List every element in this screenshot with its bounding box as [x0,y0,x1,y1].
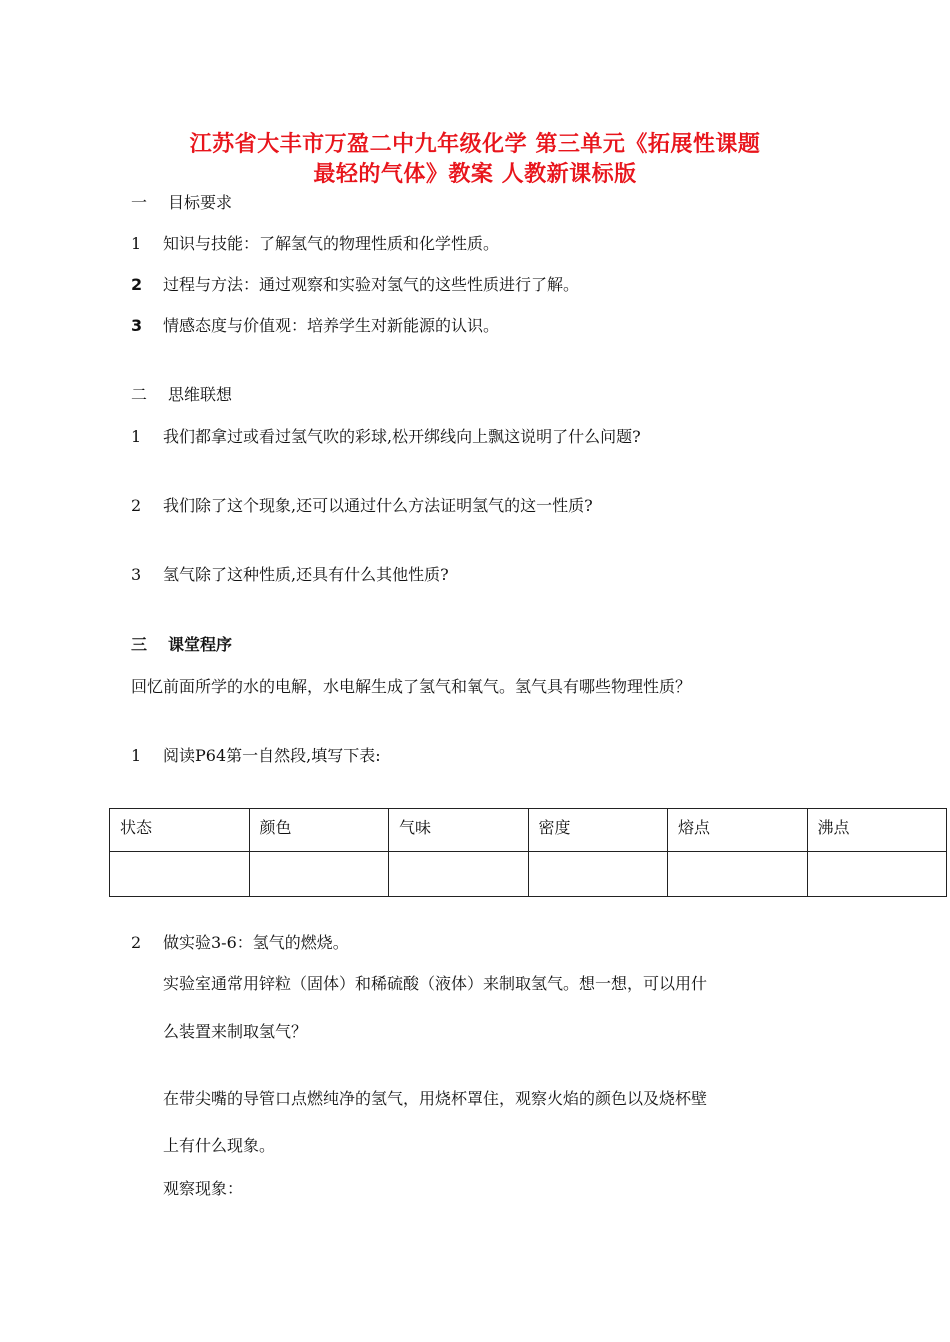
section1-item1-text: 知识与技能：了解氢气的物理性质和化学性质。 [163,234,500,253]
table-header-cell: 颜色 [249,809,389,852]
table-blank-row [110,852,947,897]
step2-text: 做实验3-6：氢气的燃烧。 [163,933,349,952]
section2-heading: 思维联想 [168,385,233,404]
section3-number: 三 [131,635,148,654]
table-header-cell: 状态 [110,809,250,852]
table-header-cell: 沸点 [807,809,947,852]
properties-table [109,808,947,897]
section1-number: 一 [131,193,148,212]
observe-label: 观察现象： [163,1179,244,1198]
step1-number: 1 [131,746,142,765]
section3-heading: 课堂程序 [168,635,233,654]
paragraph1-line1: 实验室通常用锌粒（固体）和稀硫酸（液体）来制取氢气。想一想，可以用什 [163,974,708,993]
section3-intro: 回忆前面所学的水的电解，水电解生成了氢气和氧气。氢气具有哪些物理性质？ [131,677,692,696]
section1-heading: 目标要求 [168,193,233,212]
table-header-row [110,809,947,852]
table-blank-cell[interactable] [807,852,947,897]
step1-text: 阅读P64第一自然段,填写下表: [163,746,381,765]
paragraph2-line2: 上有什么现象。 [163,1136,276,1155]
table-blank-cell[interactable] [668,852,808,897]
section2-item3-text: 氢气除了这种性质,还具有什么其他性质? [163,565,449,584]
table-header-cell: 密度 [528,809,668,852]
section1-item3-number: 3 [131,316,143,335]
section2-item2-number: 2 [131,496,142,515]
section2-item1-number: 1 [131,427,142,446]
section1-item2-number: 2 [131,275,143,294]
table-header-cell: 熔点 [668,809,808,852]
table-header-cell: 气味 [389,809,529,852]
section2-number: 二 [131,385,148,404]
section1-item3-text: 情感态度与价值观：培养学生对新能源的认识。 [163,316,500,335]
step2-number: 2 [131,933,142,952]
table-blank-cell[interactable] [110,852,250,897]
section1-item2-text: 过程与方法：通过观察和实验对氢气的这些性质进行了解。 [163,275,580,294]
document-title-line1: 江苏省大丰市万盈二中九年级化学 第三单元《拓展性课题 [189,132,761,157]
section1-item1-number: 1 [131,234,142,253]
table-blank-cell[interactable] [528,852,668,897]
paragraph1-line2: 么装置来制取氢气？ [163,1022,308,1041]
paragraph2-line1: 在带尖嘴的导管口点燃纯净的氢气，用烧杯罩住，观察火焰的颜色以及烧杯壁 [163,1089,708,1108]
section2-item2-text: 我们除了这个现象,还可以通过什么方法证明氢气的这一性质? [163,496,593,515]
section2-item1-text: 我们都拿过或看过氢气吹的彩球,松开绑线向上飘这说明了什么问题? [163,427,641,446]
table-blank-cell[interactable] [389,852,529,897]
document-title-line2: 最轻的气体》教案 人教新课标版 [313,162,637,187]
section2-item3-number: 3 [131,565,142,584]
table-blank-cell[interactable] [249,852,389,897]
